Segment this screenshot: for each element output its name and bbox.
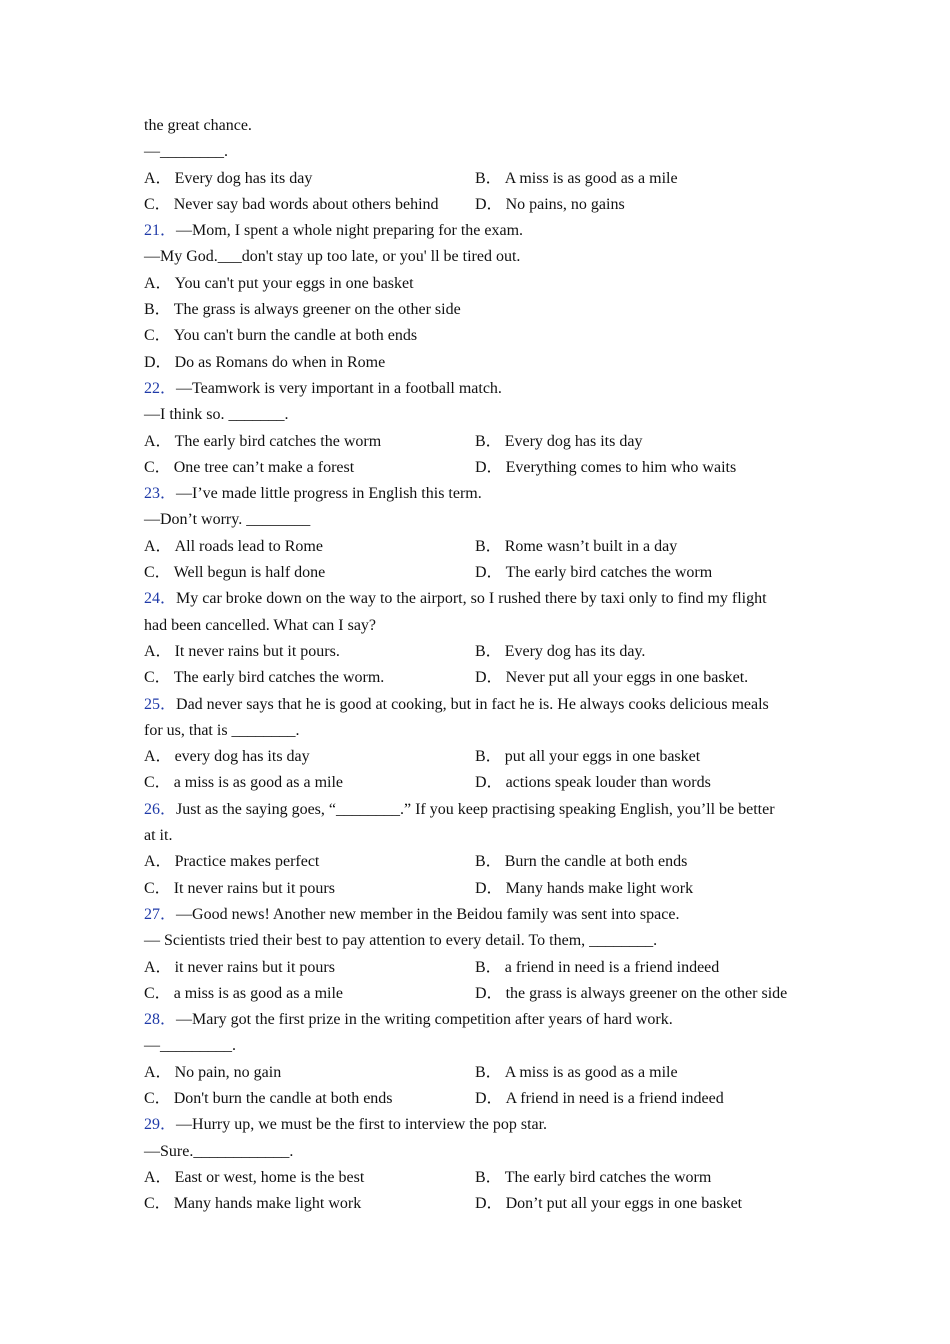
option-label: D． [475,879,503,897]
option-label: C． [144,1089,171,1107]
option-text: East or west, home is the best [174,1168,365,1186]
option-text: The early bird catches the worm [504,1168,712,1186]
option-text: All roads lead to Rome [174,537,323,555]
question-number: 26． [144,800,177,818]
option-text: Every dog has its day [174,169,313,187]
option-row [144,665,824,691]
option-row [144,849,824,875]
question-text: —Don’t worry. ________ [144,511,311,529]
question-text: the great chance. [144,117,252,134]
option-a [144,166,475,192]
option-c [144,1086,475,1112]
option-label: A． [144,1063,172,1081]
option-label: C． [144,327,171,345]
option-d [475,876,806,902]
option-label: C． [144,669,171,687]
option-row [144,560,824,586]
question-number: 25． [144,695,177,713]
option-text: Many hands make light work [173,1195,362,1213]
option-row [144,770,824,796]
question-number: 29． [144,1116,177,1134]
option-label: C． [144,774,171,792]
option-d [475,770,806,796]
option-label: B． [475,642,502,660]
question-answer-line: —________. [144,143,228,161]
question-25 [144,692,824,718]
question-text: —Teamwork is very important in a football match. [176,379,502,397]
option-label: C． [144,195,171,213]
question-number: 23． [144,485,177,503]
option-text: a miss is as good as a mile [173,984,343,1002]
question-text: —I think so. _______. [144,406,289,424]
option-c [144,192,475,218]
option-text: a miss is as good as a mile [173,774,343,792]
option-text: a friend in need is a friend indeed [504,958,720,976]
question-number: 21． [144,222,177,240]
option-text: No pain, no gain [174,1063,282,1081]
question-text: —My God.___don't stay up too late, or you' ll be tired out. [144,248,521,266]
option-label: B． [475,958,502,976]
option-d [475,192,806,218]
option-text: actions speak louder than words [505,774,711,792]
option-text: A miss is as good as a mile [504,1063,678,1081]
option-text: The early bird catches the worm [505,564,713,582]
option-row [144,534,824,560]
option-a [144,534,475,560]
question-text: —_________. [144,1037,236,1055]
option-row [144,1191,824,1217]
option-b [475,639,806,665]
option-d [475,981,806,1007]
option-label: A． [144,958,172,976]
option-text: Everything comes to him who waits [505,458,737,476]
option-label: A． [144,748,172,766]
option-label: B． [475,853,502,871]
option-row [144,455,824,481]
option-label: C． [144,1195,171,1213]
question-number: 27． [144,905,177,923]
question-text: My car broke down on the way to the airport, so I rushed there by taxi only to find my flight [176,590,767,608]
question-text: had been cancelled. What can I say? [144,616,377,634]
option-label: D． [475,774,503,792]
question-26 [144,797,824,823]
option-label: B． [475,748,502,766]
option-row [144,876,824,902]
option-text: Well begun is half done [173,564,326,582]
option-b [475,1165,806,1191]
option-label: D． [144,353,172,371]
option-label: B． [475,169,502,187]
option-c [144,455,475,481]
option-label: A． [144,1168,172,1186]
question-text: —Sure.____________. [144,1142,294,1160]
option-text: Burn the candle at both ends [504,853,688,871]
option-label: D． [475,195,503,213]
question-number: 22． [144,379,177,397]
option-row [144,639,824,665]
option-text: A friend in need is a friend indeed [505,1089,724,1107]
option-label: A． [144,853,172,871]
option-a [144,271,824,297]
option-text: Practice makes perfect [174,853,320,871]
option-text: the grass is always greener on the other side [505,984,788,1002]
option-b [475,534,806,560]
option-label: A． [144,274,172,292]
option-a [144,744,475,770]
option-row [144,744,824,770]
question-29 [144,1112,824,1138]
option-label: A． [144,169,172,187]
option-text: Don’t put all your eggs in one basket [505,1195,743,1213]
option-label: D． [475,1195,503,1213]
option-row [144,955,824,981]
option-row [144,166,824,192]
question-24 [144,586,824,612]
option-label: C． [144,458,171,476]
option-text: put all your eggs in one basket [504,748,701,766]
question-text: Dad never says that he is good at cooking, but in fact he is. He always cooks delicious meals [176,695,769,713]
option-d [475,1191,806,1217]
option-label: D． [475,984,503,1002]
option-text: Every dog has its day [504,432,643,450]
question-text: for us, that is ________. [144,721,300,739]
option-label: B． [475,1168,502,1186]
option-label: A． [144,432,172,450]
option-text: A miss is as good as a mile [504,169,678,187]
question-text: —Mary got the first prize in the writing competition after years of hard work. [176,1011,673,1029]
question-27 [144,902,824,928]
question-text: —Good news! Another new member in the Beidou family was sent into space. [176,905,680,923]
option-text: Do as Romans do when in Rome [174,353,386,371]
option-label: B． [475,537,502,555]
question-28 [144,1007,824,1033]
option-label: B． [475,432,502,450]
option-c [144,1191,475,1217]
option-label: D． [475,458,503,476]
option-b [475,744,806,770]
question-22 [144,376,824,402]
option-b [475,166,806,192]
option-text: it never rains but it pours [174,958,335,976]
option-c [144,560,475,586]
option-label: B． [475,1063,502,1081]
option-c [144,770,475,796]
option-d [475,1086,806,1112]
option-c [144,981,475,1007]
option-b [475,849,806,875]
question-number: 28． [144,1011,177,1029]
option-label: D． [475,564,503,582]
question-text: —Mom, I spent a whole night preparing for the exam. [176,222,524,240]
option-a [144,639,475,665]
option-label: B． [144,301,171,319]
option-b [475,1060,806,1086]
option-text: every dog has its day [174,748,310,766]
option-row [144,1060,824,1086]
option-a [144,429,475,455]
option-c [144,665,475,691]
option-row [144,429,824,455]
option-b [475,955,806,981]
option-text: Many hands make light work [505,879,694,897]
option-b [475,429,806,455]
option-d [475,665,806,691]
question-23 [144,481,824,507]
option-a [144,1060,475,1086]
question-text: —I’ve made little progress in English this term. [176,485,482,503]
option-c [144,876,475,902]
option-row [144,1086,824,1112]
option-a [144,955,475,981]
option-text: You can't put your eggs in one basket [174,274,414,292]
option-d [144,350,824,376]
option-text: The early bird catches the worm [174,432,382,450]
option-row [144,981,824,1007]
document-page [144,113,824,1217]
question-text: —Hurry up, we must be the first to interview the pop star. [176,1116,548,1134]
option-text: One tree can’t make a forest [173,458,355,476]
option-a [144,849,475,875]
option-label: C． [144,879,171,897]
option-label: D． [475,1089,503,1107]
option-text: You can't burn the candle at both ends [173,327,418,345]
option-text: The grass is always greener on the other side [173,301,461,319]
option-d [475,455,806,481]
option-text: It never rains but it pours [173,879,335,897]
question-text: Just as the saying goes, “________.” If you keep practising speaking English, you’ll be better [176,800,775,818]
option-label: C． [144,984,171,1002]
question-text: at it. [144,827,173,845]
option-text: No pains, no gains [505,195,625,213]
question-21 [144,218,824,244]
option-row [144,192,824,218]
option-text: Rome wasn’t built in a day [504,537,678,555]
option-label: A． [144,642,172,660]
option-label: D． [475,669,503,687]
question-text: — Scientists tried their best to pay attention to every detail. To them, ________. [144,932,658,950]
option-a [144,1165,475,1191]
option-row [144,1165,824,1191]
option-text: Never say bad words about others behind [173,195,439,213]
option-d [475,560,806,586]
option-text: It never rains but it pours. [174,642,340,660]
option-text: Every dog has its day. [504,642,646,660]
option-text: The early bird catches the worm. [173,669,385,687]
option-label: C． [144,564,171,582]
option-c [144,323,824,349]
option-text: Don't burn the candle at both ends [173,1089,393,1107]
option-text: Never put all your eggs in one basket. [505,669,749,687]
option-label: A． [144,537,172,555]
question-number: 24． [144,590,177,608]
option-b [144,297,824,323]
